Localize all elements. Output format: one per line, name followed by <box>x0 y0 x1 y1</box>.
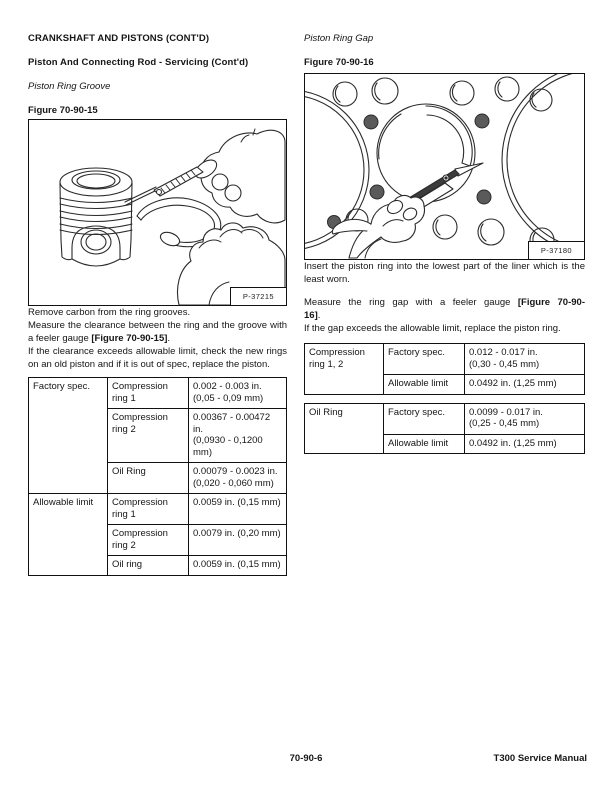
group-label-cell: Compression ring 1, 2 <box>305 344 384 395</box>
piston-ring-gap-drawing <box>305 74 584 259</box>
item-cell: Factory spec. <box>384 403 465 434</box>
figure-reference: [Figure 70-90-15] <box>91 333 168 344</box>
topic-heading-gap: Piston Ring Gap <box>304 33 374 44</box>
paragraph-line: 16]. <box>304 310 321 321</box>
paragraph-line: Measure the ring gap with a feeler gauge [Figure 70-90- <box>304 297 585 308</box>
right-column <box>304 33 585 454</box>
table-row <box>305 344 585 375</box>
ring-groove-spec-table <box>28 377 287 576</box>
value-cell: 0.012 - 0.017 in. (0,30 - 0,45 mm) <box>465 344 585 375</box>
paragraph-clearance-limit: If the clearance exceeds allowable limit, check the new rings on an old piston and if it is out of spec, replace the piston. <box>28 346 287 370</box>
section-heading: CRANKSHAFT AND PISTONS (CONT'D) <box>28 33 210 44</box>
value-cell: 0.0492 in. (1,25 mm) <box>465 375 585 395</box>
photo-id-label: P-37180 <box>528 241 585 260</box>
item-cell: Allowable limit <box>384 375 465 395</box>
paragraph-gap-limit: If the gap exceeds the allowable limit, replace the piston ring. <box>304 323 561 334</box>
paragraph-measure-gap <box>304 296 585 322</box>
paragraph-insert-ring: Insert the piston ring into the lowest part of the liner which is the least worn. <box>304 261 585 285</box>
group-label-cell: Factory spec. <box>29 378 108 494</box>
figure-caption-16: Figure 70-90-16 <box>304 57 374 68</box>
piston-ring-groove-drawing <box>29 120 286 305</box>
group-label-cell: Allowable limit <box>29 494 108 576</box>
figure-70-90-16 <box>304 73 585 260</box>
subsection-heading: Piston And Connecting Rod - Servicing (Cont'd) <box>28 57 249 68</box>
item-cell: Compression ring 1 <box>108 378 189 409</box>
item-cell: Allowable limit <box>384 434 465 454</box>
figure-caption-15: Figure 70-90-15 <box>28 105 98 116</box>
paragraph-text: . <box>167 333 171 344</box>
item-cell: Factory spec. <box>384 344 465 375</box>
value-cell: 0.0079 in. (0,20 mm) <box>189 525 287 556</box>
figure-reference: [Figure 70-90- <box>517 297 585 308</box>
value-cell: 0.0492 in. (1,25 mm) <box>465 434 585 454</box>
footer-page-number: 70-90-6 <box>289 753 323 764</box>
topic-heading-groove: Piston Ring Groove <box>28 81 111 92</box>
value-cell: 0.0059 in. (0,15 mm) <box>189 494 287 525</box>
table-row <box>29 378 287 409</box>
paragraph-measure-clearance <box>28 319 287 345</box>
ring-gap-table-compression <box>304 343 585 395</box>
value-cell: 0.0099 - 0.017 in. (0,25 - 0,45 mm) <box>465 403 585 434</box>
item-cell: Oil Ring <box>108 463 189 494</box>
value-cell: 0.002 - 0.003 in. (0,05 - 0,09 mm) <box>189 378 287 409</box>
ring-gap-table-oil <box>304 403 585 455</box>
value-cell: 0.00367 - 0.00472 in. (0,0930 - 0,1200 mm) <box>189 409 287 463</box>
item-cell: Compression ring 2 <box>108 409 189 463</box>
value-cell: 0.00079 - 0.0023 in. (0,020 - 0,060 mm) <box>189 463 287 494</box>
item-cell: Oil ring <box>108 556 189 576</box>
group-label-cell: Oil Ring <box>305 403 384 454</box>
photo-id-label: P-37215 <box>230 287 287 306</box>
figure-reference: 16] <box>304 310 318 321</box>
paragraph-text: Measure the clearance between the ring and the groove with a feeler gauge <box>28 320 287 344</box>
paragraph-remove-carbon: Remove carbon from the ring grooves. <box>28 307 191 318</box>
value-cell: 0.0059 in. (0,15 mm) <box>189 556 287 576</box>
table-row <box>305 403 585 434</box>
left-column <box>28 33 287 576</box>
table-row <box>29 494 287 525</box>
item-cell: Compression ring 2 <box>108 525 189 556</box>
item-cell: Compression ring 1 <box>108 494 189 525</box>
figure-70-90-15 <box>28 119 287 306</box>
footer-manual-title: T300 Service Manual <box>493 753 587 764</box>
